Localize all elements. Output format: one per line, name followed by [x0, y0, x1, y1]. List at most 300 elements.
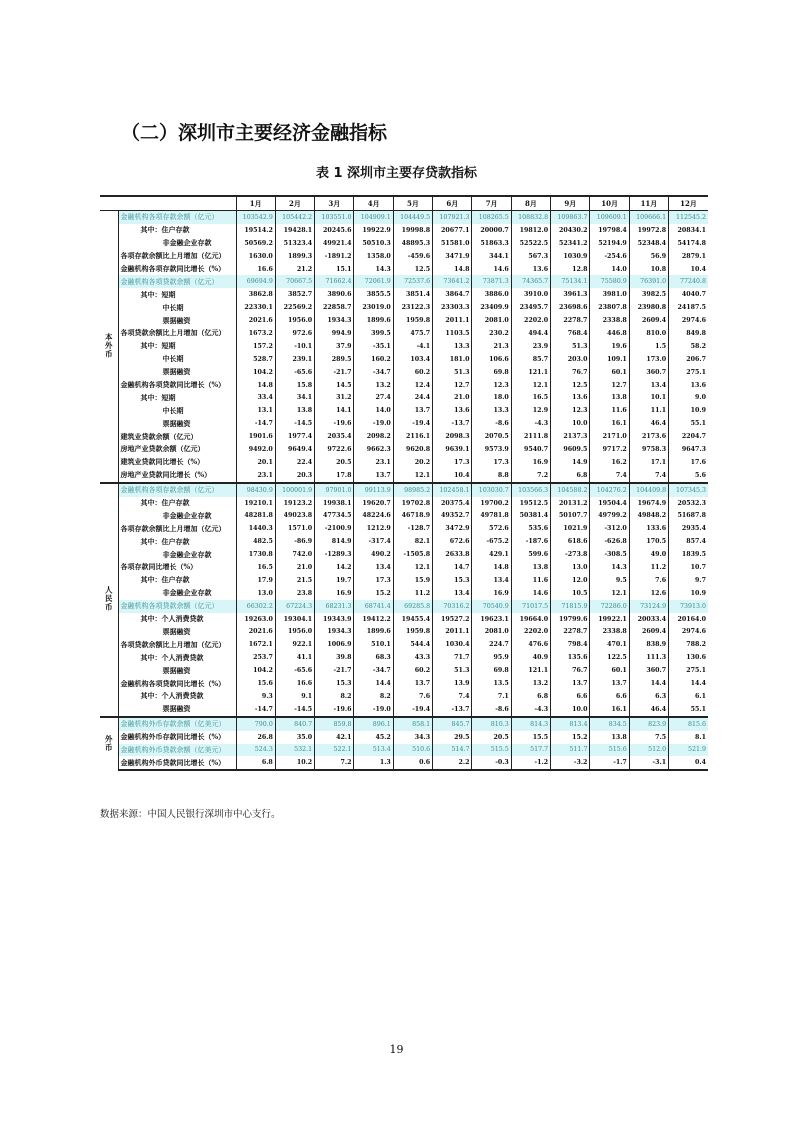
cell-value: 2879.1 — [669, 250, 708, 263]
source-note: 数据来源：中国人民银行深圳市中心支行。 — [100, 809, 281, 820]
cell-value: 2974.6 — [669, 626, 708, 639]
row-label: 票据融资 — [118, 417, 236, 430]
cell-value: 20164.0 — [669, 613, 708, 626]
row-label: 房地产业贷款同比增长（%） — [118, 469, 236, 483]
cell-value: 2278.7 — [551, 314, 590, 327]
cell-value: 2609.4 — [629, 314, 668, 327]
cell-value: 51323.4 — [275, 237, 314, 250]
cell-value: 922.1 — [275, 638, 314, 651]
cell-value: 14.4 — [629, 677, 668, 690]
cell-value: 13.4 — [472, 574, 511, 587]
cell-value: 972.6 — [275, 327, 314, 340]
cell-value: 12.9 — [511, 404, 550, 417]
row-label: 其中：住户存款 — [118, 535, 236, 548]
table-row — [100, 717, 708, 731]
cell-value: -317.4 — [354, 535, 393, 548]
cell-value: 160.2 — [354, 353, 393, 366]
cell-value: 1672.1 — [236, 638, 275, 651]
cell-value: 19674.9 — [629, 497, 668, 510]
cell-value: -19.4 — [393, 703, 432, 717]
cell-value: 13.6 — [669, 379, 708, 392]
row-label: 金融机构各项贷款同比增长（%） — [118, 677, 236, 690]
cell-value: 19.6 — [590, 340, 629, 353]
table-row — [100, 275, 708, 288]
cell-value: 31.2 — [315, 391, 354, 404]
cell-value: -14.5 — [275, 417, 314, 430]
cell-value: 14.1 — [315, 404, 354, 417]
cell-value: 12.7 — [590, 379, 629, 392]
cell-value: 98430.9 — [236, 483, 275, 497]
cell-value: 10.9 — [669, 404, 708, 417]
cell-value: 344.1 — [472, 250, 511, 263]
cell-value: 23807.8 — [590, 301, 629, 314]
cell-value: 2021.6 — [236, 626, 275, 639]
cell-value: 60.2 — [393, 366, 432, 379]
cell-value: 9722.6 — [315, 443, 354, 456]
cell-value: 72537.6 — [393, 275, 432, 288]
cell-value: 55.1 — [669, 703, 708, 717]
cell-value: 49781.8 — [472, 509, 511, 522]
cell-value: 56.9 — [629, 250, 668, 263]
table-row — [100, 250, 708, 263]
cell-value: 1839.5 — [669, 548, 708, 561]
cell-value: 19799.6 — [551, 613, 590, 626]
cell-value: 19623.1 — [472, 613, 511, 626]
cell-value: 7.4 — [629, 469, 668, 483]
table-row — [100, 690, 708, 703]
cell-value: 18.0 — [472, 391, 511, 404]
cell-value: 514.7 — [433, 744, 472, 757]
cell-value: -19.0 — [354, 703, 393, 717]
cell-value: 742.0 — [275, 548, 314, 561]
cell-value: 7.2 — [315, 756, 354, 770]
cell-value: 2011.1 — [433, 626, 472, 639]
cell-value: 849.8 — [669, 327, 708, 340]
table-row — [100, 703, 708, 717]
cell-value: 20000.7 — [472, 224, 511, 237]
row-label: 票据融资 — [118, 366, 236, 379]
table-title: 表 1 深圳市主要存贷款指标 — [315, 166, 478, 181]
table-row — [100, 430, 708, 443]
cell-value: -10.1 — [275, 340, 314, 353]
cell-value: 1977.4 — [275, 430, 314, 443]
row-label: 其中：住户存款 — [118, 497, 236, 510]
cell-value: 69.8 — [472, 664, 511, 677]
cell-value: 494.4 — [511, 327, 550, 340]
table-row — [100, 237, 708, 250]
cell-value: 20.5 — [472, 731, 511, 744]
cell-value: 6.3 — [629, 690, 668, 703]
cell-value: 10.0 — [551, 703, 590, 717]
cell-value: 14.6 — [511, 587, 550, 600]
cell-value: 70667.5 — [275, 275, 314, 288]
cell-value: 20834.1 — [669, 224, 708, 237]
cell-value: 814.9 — [315, 535, 354, 548]
cell-value: 510.6 — [393, 744, 432, 757]
cell-value: 476.6 — [511, 638, 550, 651]
cell-value: 14.9 — [551, 456, 590, 469]
cell-value: 2173.6 — [629, 430, 668, 443]
cell-value: 1030.4 — [433, 638, 472, 651]
cell-value: 17.6 — [669, 456, 708, 469]
cell-value: 13.7 — [393, 677, 432, 690]
cell-value: -65.6 — [275, 664, 314, 677]
cell-value: 16.6 — [236, 263, 275, 276]
cell-value: 17.8 — [315, 469, 354, 483]
cell-value: -3.1 — [629, 756, 668, 770]
table-row — [100, 366, 708, 379]
cell-value: 103566.3 — [511, 483, 550, 497]
month-header: 6月 — [433, 196, 472, 211]
cell-value: 810.0 — [629, 327, 668, 340]
cell-value: 104276.2 — [590, 483, 629, 497]
cell-value: 68.3 — [354, 651, 393, 664]
cell-value: 12.1 — [393, 469, 432, 483]
cell-value: 21.0 — [275, 561, 314, 574]
cell-value: 112545.2 — [669, 211, 708, 224]
cell-value: 60.1 — [590, 664, 629, 677]
table-row — [100, 456, 708, 469]
cell-value: 69.8 — [472, 366, 511, 379]
cell-value: 74365.7 — [511, 275, 550, 288]
cell-value: 2081.0 — [472, 314, 511, 327]
cell-value: 181.0 — [433, 353, 472, 366]
cell-value: 19504.4 — [590, 497, 629, 510]
cell-value: 14.8 — [236, 379, 275, 392]
cell-value: 8.8 — [472, 469, 511, 483]
cell-value: 107345.3 — [669, 483, 708, 497]
cell-value: 170.5 — [629, 535, 668, 548]
row-label: 其中：个人消费贷款 — [118, 651, 236, 664]
table-row — [100, 756, 708, 770]
cell-value: 1571.0 — [275, 522, 314, 535]
cell-value: 1956.0 — [275, 626, 314, 639]
cell-value: 19304.1 — [275, 613, 314, 626]
table-body — [100, 211, 708, 771]
cell-value: 3851.4 — [393, 288, 432, 301]
cell-value: 2338.8 — [590, 314, 629, 327]
cell-value: 9717.2 — [590, 443, 629, 456]
cell-value: -308.5 — [590, 548, 629, 561]
cell-value: 49848.2 — [629, 509, 668, 522]
cell-value: 49921.4 — [315, 237, 354, 250]
table-row — [100, 224, 708, 237]
cell-value: -4.3 — [511, 417, 550, 430]
cell-value: -4.3 — [511, 703, 550, 717]
cell-value: 513.4 — [354, 744, 393, 757]
cell-value: 48895.3 — [393, 237, 432, 250]
cell-value: 103542.9 — [236, 211, 275, 224]
table-row — [100, 391, 708, 404]
cell-value: 13.4 — [629, 379, 668, 392]
cell-value: 13.8 — [590, 391, 629, 404]
cell-value: 2278.7 — [551, 626, 590, 639]
cell-value: 2098.2 — [354, 430, 393, 443]
cell-value: 75580.9 — [590, 275, 629, 288]
cell-value: 13.2 — [354, 379, 393, 392]
cell-value: 67224.3 — [275, 600, 314, 613]
cell-value: 14.8 — [472, 561, 511, 574]
cell-value: -21.7 — [315, 366, 354, 379]
cell-value: 1959.8 — [393, 626, 432, 639]
cell-value: 3982.5 — [629, 288, 668, 301]
cell-value: 66302.2 — [236, 600, 275, 613]
cell-value: -675.2 — [472, 535, 511, 548]
cell-value: 85.7 — [511, 353, 550, 366]
cell-value: -34.7 — [354, 366, 393, 379]
cell-value: 107921.3 — [433, 211, 472, 224]
cell-value: 994.9 — [315, 327, 354, 340]
cell-value: 12.7 — [433, 379, 472, 392]
cell-value: 823.9 — [629, 717, 668, 731]
cell-value: 515.6 — [590, 744, 629, 757]
cell-value: 104588.2 — [551, 483, 590, 497]
cell-value: 810.3 — [472, 717, 511, 731]
cell-value: -19.4 — [393, 417, 432, 430]
cell-value: 4040.7 — [669, 288, 708, 301]
cell-value: 71662.4 — [315, 275, 354, 288]
cell-value: 13.6 — [551, 391, 590, 404]
month-header: 8月 — [511, 196, 550, 211]
cell-value: 60.2 — [393, 664, 432, 677]
cell-value: 10.7 — [669, 561, 708, 574]
cell-value: 19527.2 — [433, 613, 472, 626]
month-header: 7月 — [472, 196, 511, 211]
cell-value: -13.7 — [433, 417, 472, 430]
table-row — [100, 651, 708, 664]
cell-value: 13.1 — [236, 404, 275, 417]
row-label: 非金融企业存款 — [118, 237, 236, 250]
cell-value: 13.3 — [433, 340, 472, 353]
table-row — [100, 353, 708, 366]
cell-value: 1030.9 — [551, 250, 590, 263]
cell-value: 130.6 — [669, 651, 708, 664]
cell-value: 23303.3 — [433, 301, 472, 314]
month-header: 1月 — [236, 196, 275, 211]
cell-value: 109609.1 — [590, 211, 629, 224]
table-row — [100, 677, 708, 690]
cell-value: 9.1 — [275, 690, 314, 703]
cell-value: 2202.0 — [511, 314, 550, 327]
table-row — [100, 535, 708, 548]
cell-value: 532.1 — [275, 744, 314, 757]
cell-value: 60.1 — [590, 366, 629, 379]
cell-value: 20033.4 — [629, 613, 668, 626]
cell-value: 3862.8 — [236, 288, 275, 301]
cell-value: 37.9 — [315, 340, 354, 353]
cell-value: 39.8 — [315, 651, 354, 664]
cell-value: 12.0 — [551, 574, 590, 587]
cell-value: 2935.4 — [669, 522, 708, 535]
cell-value: 10.4 — [669, 263, 708, 276]
cell-value: 17.3 — [472, 456, 511, 469]
cell-value: 19702.8 — [393, 497, 432, 510]
cell-value: 49.0 — [629, 548, 668, 561]
row-label: 其中：住户存款 — [118, 224, 236, 237]
cell-value: 71815.9 — [551, 600, 590, 613]
cell-value: 12.1 — [590, 587, 629, 600]
cell-value: 7.6 — [629, 574, 668, 587]
cell-value: 9649.4 — [275, 443, 314, 456]
cell-value: 102458.1 — [433, 483, 472, 497]
cell-value: 7.4 — [590, 469, 629, 483]
cell-value: 13.8 — [590, 731, 629, 744]
cell-value: 82.1 — [393, 535, 432, 548]
cell-value: 7.5 — [629, 731, 668, 744]
cell-value: 19922.9 — [354, 224, 393, 237]
cell-value: -187.6 — [511, 535, 550, 548]
cell-value: 19210.1 — [236, 497, 275, 510]
cell-value: 14.3 — [354, 263, 393, 276]
cell-value: 16.5 — [236, 561, 275, 574]
cell-value: 19263.0 — [236, 613, 275, 626]
cell-value: 224.7 — [472, 638, 511, 651]
row-label: 其中：个人消费贷款 — [118, 613, 236, 626]
cell-value: 814.3 — [511, 717, 550, 731]
cell-value: -1891.2 — [315, 250, 354, 263]
row-label: 其中：短期 — [118, 340, 236, 353]
cell-value: 11.6 — [511, 574, 550, 587]
table-row — [100, 638, 708, 651]
cell-value: 19922.1 — [590, 613, 629, 626]
cell-value: 51.3 — [551, 340, 590, 353]
cell-value: 535.6 — [511, 522, 550, 535]
cell-value: 17.1 — [629, 456, 668, 469]
cell-value: 3472.9 — [433, 522, 472, 535]
row-label: 金融机构外币贷款余额（亿美元） — [118, 744, 236, 757]
cell-value: 14.0 — [590, 263, 629, 276]
cell-value: 2633.8 — [433, 548, 472, 561]
cell-value: 104.2 — [236, 664, 275, 677]
cell-value: 1212.9 — [354, 522, 393, 535]
row-label: 各项存款余额比上月增加（亿元） — [118, 250, 236, 263]
cell-value: 108832.8 — [511, 211, 550, 224]
cell-value: 19798.4 — [590, 224, 629, 237]
row-label: 金融机构各项贷款余额（亿元） — [118, 275, 236, 288]
cell-value: 20.2 — [393, 456, 432, 469]
cell-value: 815.6 — [669, 717, 708, 731]
cell-value: 77240.8 — [669, 275, 708, 288]
cell-value: 51.3 — [433, 366, 472, 379]
table-row — [100, 327, 708, 340]
cell-value: -8.6 — [472, 417, 511, 430]
cell-value: 2202.0 — [511, 626, 550, 639]
cell-value: 470.1 — [590, 638, 629, 651]
cell-value: 104409.8 — [629, 483, 668, 497]
cell-value: 12.1 — [511, 379, 550, 392]
cell-value: 12.5 — [393, 263, 432, 276]
cell-value: 1899.6 — [354, 314, 393, 327]
row-label: 建筑业贷款同比增长（%） — [118, 456, 236, 469]
row-label: 中长期 — [118, 404, 236, 417]
cell-value: 524.3 — [236, 744, 275, 757]
month-header: 3月 — [315, 196, 354, 211]
cell-value: 9540.7 — [511, 443, 550, 456]
row-label: 其中：个人消费贷款 — [118, 690, 236, 703]
cell-value: 19812.0 — [511, 224, 550, 237]
cell-value: 528.7 — [236, 353, 275, 366]
cell-value: 10.9 — [669, 587, 708, 600]
cell-value: 12.1 — [393, 561, 432, 574]
cell-value: 2070.5 — [472, 430, 511, 443]
cell-value: 275.1 — [669, 366, 708, 379]
cell-value: 8.2 — [354, 690, 393, 703]
cell-value: 20.1 — [236, 456, 275, 469]
cell-value: 515.5 — [472, 744, 511, 757]
cell-value: 20532.3 — [669, 497, 708, 510]
cell-value: 104909.1 — [354, 211, 393, 224]
cell-value: 17.9 — [236, 574, 275, 587]
cell-value: 19428.1 — [275, 224, 314, 237]
cell-value: 121.1 — [511, 366, 550, 379]
cell-value: 21.0 — [433, 391, 472, 404]
row-label: 票据融资 — [118, 664, 236, 677]
cell-value: 798.4 — [551, 638, 590, 651]
cell-value: 13.6 — [433, 404, 472, 417]
cell-value: 15.1 — [315, 263, 354, 276]
cell-value: 13.7 — [551, 677, 590, 690]
cell-value: 6.8 — [236, 756, 275, 770]
cell-value: 50381.4 — [511, 509, 550, 522]
cell-value: 572.6 — [472, 522, 511, 535]
cell-value: 8.2 — [315, 690, 354, 703]
cell-value: 3886.0 — [472, 288, 511, 301]
cell-value: -1.7 — [590, 756, 629, 770]
cell-value: 12.4 — [393, 379, 432, 392]
month-header: 12月 — [669, 196, 708, 211]
cell-value: 2204.7 — [669, 430, 708, 443]
cell-value: 1899.6 — [354, 626, 393, 639]
cell-value: 71.7 — [433, 651, 472, 664]
cell-value: 5.6 — [669, 469, 708, 483]
cell-value: 19972.8 — [629, 224, 668, 237]
cell-value: 9.3 — [236, 690, 275, 703]
cell-value: 10.2 — [275, 756, 314, 770]
cell-value: 15.2 — [354, 587, 393, 600]
cell-value: 1901.6 — [236, 430, 275, 443]
cell-value: 52348.4 — [629, 237, 668, 250]
cell-value: 9.5 — [590, 574, 629, 587]
cell-value: 10.0 — [551, 417, 590, 430]
cell-value: 1730.8 — [236, 548, 275, 561]
month-header: 11月 — [629, 196, 668, 211]
cell-value: 43.3 — [393, 651, 432, 664]
cell-value: 16.9 — [315, 587, 354, 600]
month-header: 9月 — [551, 196, 590, 211]
cell-value: 838.9 — [629, 638, 668, 651]
cell-value: -14.7 — [236, 703, 275, 717]
row-label: 房地产业贷款余额（亿元） — [118, 443, 236, 456]
cell-value: 13.7 — [354, 469, 393, 483]
cell-value: 12.3 — [551, 404, 590, 417]
cell-value: 76.7 — [551, 366, 590, 379]
cell-value: 230.2 — [472, 327, 511, 340]
cell-value: 21.3 — [472, 340, 511, 353]
cell-value: 27.4 — [354, 391, 393, 404]
cell-value: 19620.7 — [354, 497, 393, 510]
cell-value: -1505.8 — [393, 548, 432, 561]
cell-value: 68741.4 — [354, 600, 393, 613]
cell-value: 23.1 — [354, 456, 393, 469]
table-row — [100, 263, 708, 276]
cell-value: 14.7 — [433, 561, 472, 574]
cell-value: 834.5 — [590, 717, 629, 731]
table-row — [100, 587, 708, 600]
row-label: 各项存款余额比上月增加（亿元） — [118, 522, 236, 535]
cell-value: 475.7 — [393, 327, 432, 340]
cell-value: 26.8 — [236, 731, 275, 744]
cell-value: 13.6 — [511, 263, 550, 276]
